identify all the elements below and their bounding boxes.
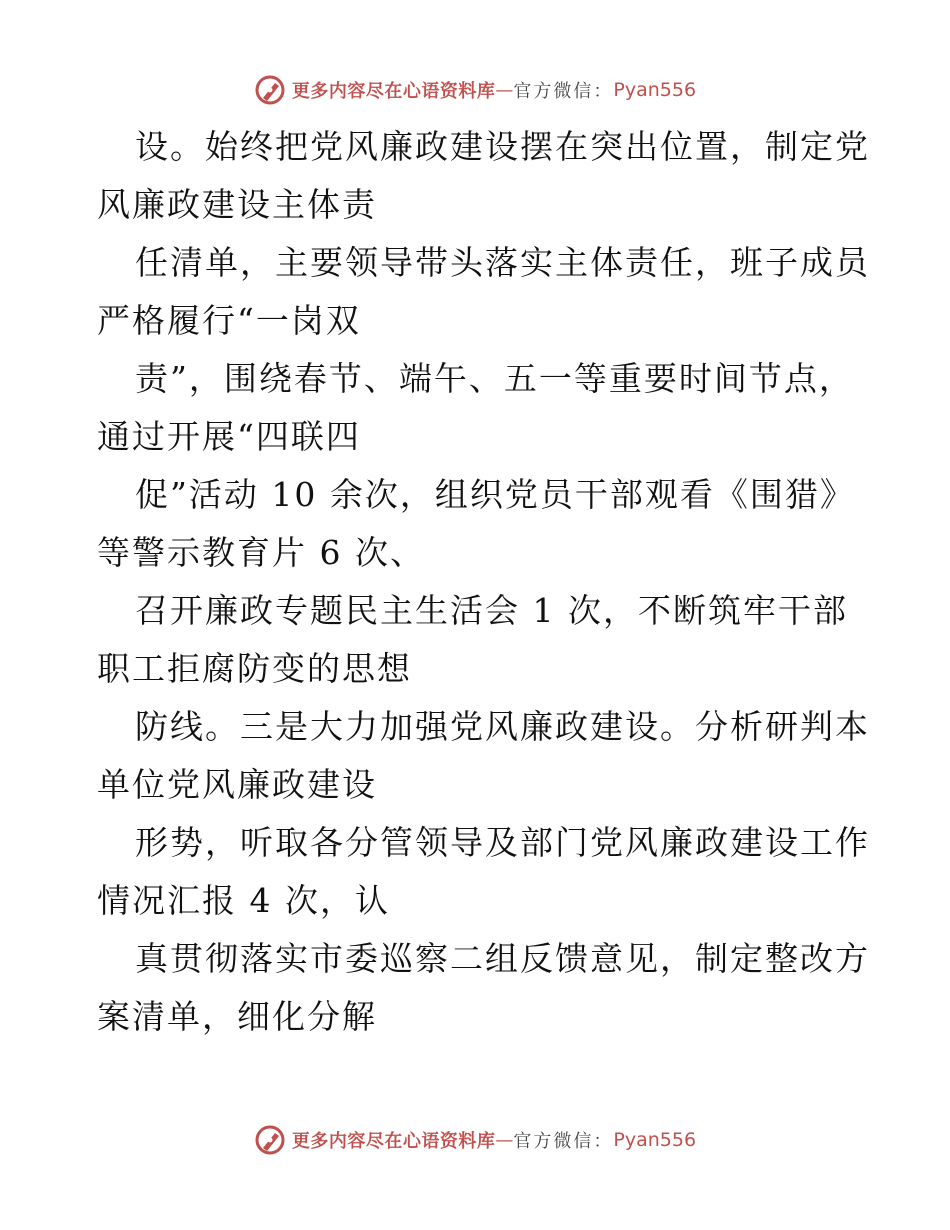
body-line: 真贯彻落实市委巡察二组反馈意见，制定整改方 [135, 939, 870, 978]
footer-contact-id: Pyan556 [613, 1129, 697, 1151]
footer-banner [0, 1120, 950, 1160]
body-line: 设。始终把党风廉政建设摆在突出位置，制定党 [135, 127, 870, 166]
body-line: 严格履行“一岗双 [97, 301, 361, 340]
body-line: 形势，听取各分管领导及部门党风廉政建设工作 [135, 823, 870, 862]
body-line: 单位党风廉政建设 [97, 765, 377, 804]
footer-site-link[interactable]: 更多内容尽在心语资料库 [291, 1131, 496, 1152]
pen-logo-icon [254, 74, 286, 106]
header-separator: — [495, 79, 514, 101]
footer-contact-label: 官方微信： [513, 1131, 614, 1152]
body-line: 通过开展“四联四 [97, 417, 361, 456]
body-line: 等警示教育片 6 次、 [97, 533, 425, 572]
body-line: 任清单，主要领导带头落实主体责任，班子成员 [135, 243, 870, 282]
footer-separator: — [495, 1129, 514, 1151]
body-line: 防线。三是大力加强党风廉政建设。分析研判本 [135, 707, 870, 746]
body-line: 召开廉政专题民主生活会 1 次，不断筑牢干部 [135, 591, 848, 630]
header-banner [0, 70, 950, 110]
body-line: 职工拒腐防变的思想 [97, 649, 412, 688]
pen-logo-icon [254, 1124, 286, 1156]
body-line: 促”活动 10 余次，组织党员干部观看《围猎》 [135, 475, 855, 514]
header-contact-id: Pyan556 [613, 79, 697, 101]
body-line: 情况汇报 4 次，认 [97, 881, 390, 920]
body-line: 案清单，细化分解 [97, 997, 377, 1036]
document-body [97, 118, 870, 1046]
header-site-link[interactable]: 更多内容尽在心语资料库 [291, 81, 496, 102]
body-line: 责”，围绕春节、端午、五一等重要时间节点， [135, 359, 854, 398]
header-contact-label: 官方微信： [513, 81, 614, 102]
body-line: 风廉政建设主体责 [97, 185, 377, 224]
